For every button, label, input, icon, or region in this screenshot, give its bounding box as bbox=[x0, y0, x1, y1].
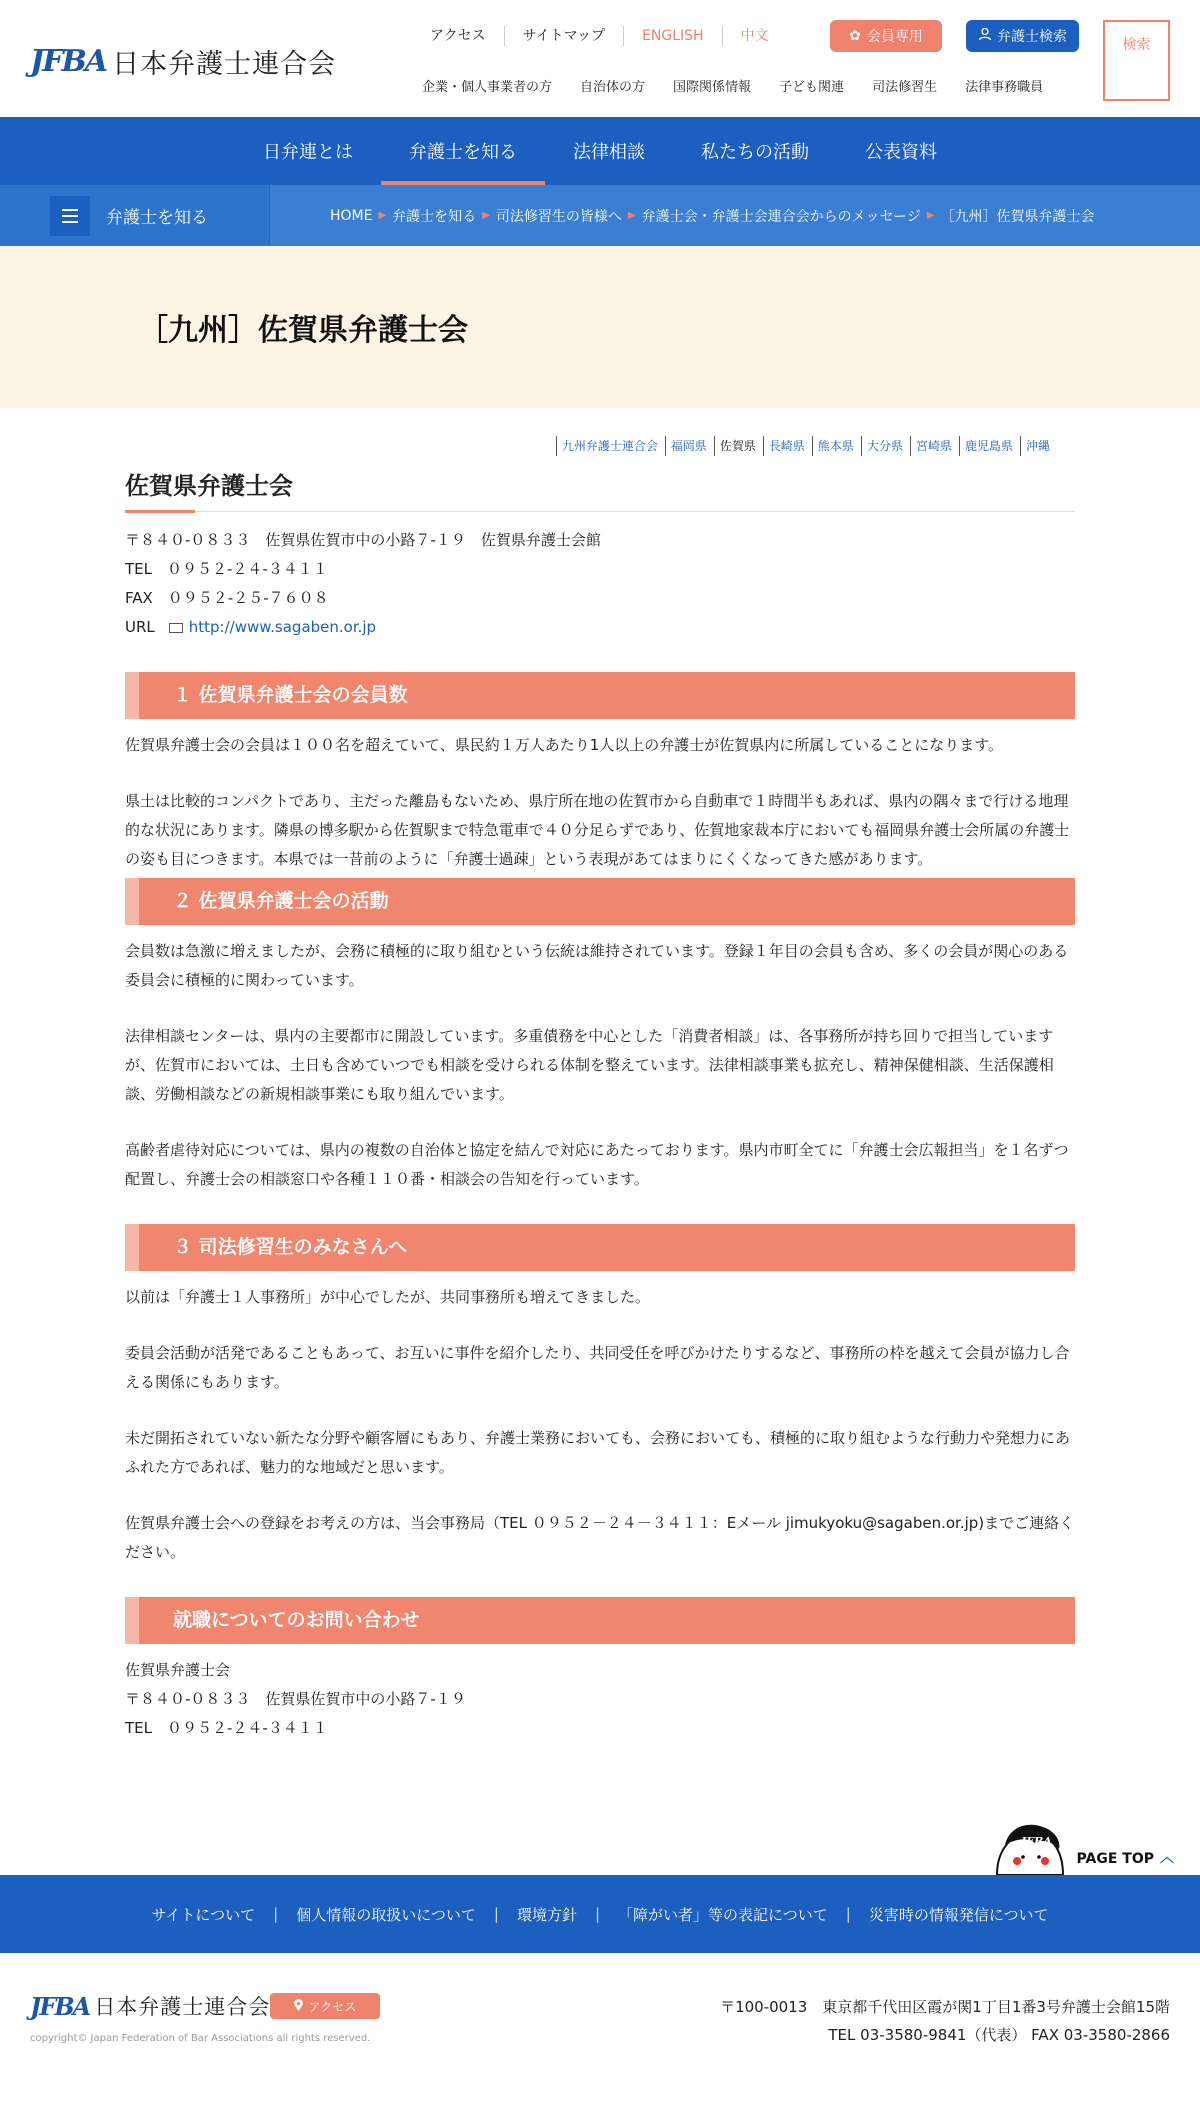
breadcrumb-separator-icon: ▶ bbox=[627, 210, 636, 221]
external-link-icon bbox=[169, 623, 183, 633]
main-nav-publications[interactable]: 公表資料 bbox=[865, 142, 937, 163]
audience-link-trainees[interactable]: 司法修習生 bbox=[872, 80, 938, 95]
section-paragraph: 未だ開拓されていない新たな分野や顧客層にもあり、弁護士業務においても、会務においても、積極的に取り組むような行動力や発想力にあふれた方であれば、魅力的な地域だと思います。 bbox=[125, 1429, 1071, 1476]
section-paragraph: 法律相談センターは、県内の主要都市に開設しています。多重債務を中心とした「消費者相談」は、各事務所が持ち回りで担当していますが、佐賀市においては、土日も含めていつでも相談を受けられる体制を整えています。法律相談事業も拡充し、精神保健相談、生活保護相談、労働相談などの新規相談事業にも取り組んでいます。 bbox=[125, 1027, 1054, 1103]
page-top-button[interactable] bbox=[987, 1819, 1174, 1875]
footer-address-line: 〒100-0013 東京都千代田区霞が関1丁目1番3号弁護士会館15階 bbox=[720, 1998, 1170, 2016]
main-nav-consultation[interactable]: 法律相談 bbox=[573, 142, 645, 163]
section-paragraph: 委員会活動が活発であることもあって、お互いに事件を紹介したり、共同受任を呼びかけたりするなど、事務所の枠を越えて会員が協力し合える関係にもあります。 bbox=[125, 1344, 1070, 1391]
pref-link-saga: 佐賀県 bbox=[714, 436, 761, 456]
footer-separator: | bbox=[845, 1905, 851, 1923]
audience-link-clerks[interactable]: 法律事務職員 bbox=[965, 80, 1044, 95]
association-title: 佐賀県弁護士会 bbox=[125, 466, 1075, 512]
section-title: 弁護士を知る bbox=[106, 208, 208, 228]
logo-text: 日本弁護士連合会 bbox=[112, 49, 337, 80]
footer-access-label: アクセス bbox=[308, 1999, 357, 2014]
section-paragraph: 高齢者虐待対応については、県内の複数の自治体と協定を結んで対応にあたっております。県内市町全てに「弁護士会広報担当」を１名ずつ配置し、弁護士会の相談窓口や各種１１０番・相談会の告知を行っています。 bbox=[125, 1141, 1069, 1188]
pref-link-kumamoto[interactable]: 熊本県 bbox=[812, 436, 859, 456]
contact-address: 〒８４０-０８３３ 佐賀県佐賀市中の小路７-１９ bbox=[125, 1690, 466, 1708]
main-nav-about[interactable]: 日弁連とは bbox=[263, 142, 353, 163]
section-heading-activities: ２ 佐賀県弁護士会の活動 bbox=[125, 878, 1075, 925]
breadcrumb-current: ［九州］佐賀県弁護士会 bbox=[940, 208, 1095, 225]
util-link-access[interactable]: アクセス bbox=[412, 26, 505, 46]
prefecture-links bbox=[125, 436, 1075, 456]
section-paragraph: 以前は「弁護士１人事務所」が中心でしたが、共同事務所も増えてきました。 bbox=[125, 1288, 651, 1306]
footer-link-privacy[interactable]: 個人情報の取扱いについて bbox=[296, 1905, 476, 1924]
mascot-icon bbox=[987, 1819, 1071, 1875]
audience-link-international[interactable]: 国際関係情報 bbox=[673, 80, 752, 95]
pref-link-nagasaki[interactable]: 長崎県 bbox=[763, 436, 810, 456]
page-top-label: PAGE TOP bbox=[1076, 1851, 1154, 1867]
section-heading-trainees: ３ 司法修習生のみなさんへ bbox=[125, 1224, 1075, 1271]
location-pin-icon bbox=[294, 1999, 303, 2014]
footer-contact-line: TEL 03-3580-9841（代表） FAX 03-3580-2866 bbox=[828, 2026, 1170, 2044]
section-paragraph: 佐賀県弁護士会への登録をお考えの方は、当会事務局（TEL ０９５２－２４－３４１１：Eメール jimukyoku@sagaben.or.jp)までご連絡ください。 bbox=[125, 1514, 1075, 1561]
person-icon bbox=[978, 27, 992, 45]
logo-mark: JFBA bbox=[30, 44, 107, 79]
pref-link-miyazaki[interactable]: 宮崎県 bbox=[910, 436, 957, 456]
footer-access-button[interactable] bbox=[270, 1993, 380, 2019]
svg-text:JFBA: JFBA bbox=[1020, 1835, 1052, 1848]
lawyer-search-button[interactable] bbox=[966, 20, 1079, 52]
contact-tel: TEL ０９５２-２４-３４１１ bbox=[125, 1719, 328, 1737]
footer-link-about-site[interactable]: サイトについて bbox=[151, 1905, 256, 1924]
site-header bbox=[0, 0, 1200, 117]
util-link-english[interactable]: ENGLISH bbox=[624, 26, 723, 46]
main-nav-activities[interactable]: 私たちの活動 bbox=[701, 142, 809, 163]
page-top-area bbox=[0, 1743, 1200, 1875]
site-logo[interactable] bbox=[30, 42, 336, 81]
footer-separator: | bbox=[273, 1905, 279, 1923]
audience-link-municipality[interactable]: 自治体の方 bbox=[580, 80, 646, 95]
utility-links bbox=[412, 26, 787, 46]
info-address: 〒８４０-０８３３ 佐賀県佐賀市中の小路７-１９ 佐賀県弁護士会館 bbox=[125, 531, 601, 549]
audience-link-children[interactable]: 子ども関連 bbox=[779, 80, 845, 95]
info-url-row bbox=[125, 613, 1075, 642]
util-link-sitemap[interactable]: サイトマップ bbox=[505, 26, 624, 46]
main-content bbox=[125, 408, 1075, 1743]
main-nav bbox=[0, 117, 1200, 185]
contact-name: 佐賀県弁護士会 bbox=[125, 1661, 231, 1679]
breadcrumb-separator-icon: ▶ bbox=[482, 210, 490, 221]
section-paragraph: 会員数は急激に増えましたが、会務に積極的に取り組むという伝統は維持されています。登録１年目の会員も含め、多くの会員が関心のある委員会に積極的に関わっています。 bbox=[125, 942, 1069, 989]
footer-link-environment[interactable]: 環境方針 bbox=[516, 1905, 577, 1924]
breadcrumb-home[interactable]: HOME bbox=[330, 207, 373, 224]
pref-link-kyushu[interactable]: 九州弁護士連合会 bbox=[556, 436, 663, 456]
member-only-label: 会員専用 bbox=[866, 29, 923, 45]
footer-logo[interactable] bbox=[30, 1991, 270, 2021]
page-title-area bbox=[0, 246, 1200, 408]
footer-separator: | bbox=[493, 1905, 499, 1923]
footer-address bbox=[720, 1993, 1170, 2049]
audience-link-business[interactable]: 企業・個人事業者の方 bbox=[422, 80, 553, 95]
util-link-chinese[interactable]: 中文 bbox=[740, 28, 769, 44]
footer-link-notation[interactable]: 「障がい者」等の表記について bbox=[618, 1905, 828, 1924]
section-menu[interactable] bbox=[0, 185, 270, 246]
info-url-label: URL bbox=[125, 618, 155, 636]
main-nav-know-lawyers[interactable]: 弁護士を知る bbox=[381, 117, 545, 185]
breadcrumb-separator-icon: ▶ bbox=[378, 210, 387, 221]
audience-nav bbox=[408, 76, 1057, 95]
breadcrumb-trainees[interactable]: 司法修習生の皆様へ bbox=[495, 208, 622, 225]
pref-link-fukuoka[interactable]: 福岡県 bbox=[665, 436, 712, 456]
association-info bbox=[125, 526, 1075, 642]
info-tel: TEL ０９５２-２４-３４１１ bbox=[125, 560, 328, 578]
footer-separator: | bbox=[594, 1905, 601, 1923]
footer-logo-mark: JFBA bbox=[30, 1991, 90, 2021]
footer-nav bbox=[0, 1875, 1200, 1953]
pref-link-kagoshima[interactable]: 鹿児島県 bbox=[959, 436, 1018, 456]
section-paragraph: 県土は比較的コンパクトであり、主だった離島もないため、県庁所在地の佐賀市から自動車で１時間半もあれば、県内の隅々まで行ける地理的な状況にあります。隣県の博多駅から佐賀駅まで特急電車で４０分足らずであり、佐賀地家裁本庁においても福岡県弁護士会所属の弁護士の姿も目につきます。本県では一昔前のように「弁護士過疎」という表現があてはまりにくくなってきた感があります。 bbox=[125, 792, 1070, 868]
breadcrumb bbox=[270, 206, 1094, 226]
lawyer-search-label: 弁護士検索 bbox=[997, 29, 1067, 45]
section-heading-members: １ 佐賀県弁護士会の会員数 bbox=[125, 672, 1075, 719]
footer-logo-text: 日本弁護士連合会 bbox=[94, 1995, 271, 2019]
breadcrumb-messages[interactable]: 弁護士会・弁護士会連合会からのメッセージ bbox=[641, 208, 921, 225]
footer-link-disaster[interactable]: 災害時の情報発信について bbox=[868, 1905, 1049, 1924]
member-only-button[interactable] bbox=[830, 20, 942, 52]
footer-bottom bbox=[0, 1953, 1200, 2068]
breadcrumb-separator-icon: ▶ bbox=[926, 210, 935, 221]
pref-link-okinawa[interactable]: 沖縄 bbox=[1020, 436, 1055, 456]
search-button[interactable]: 検索 bbox=[1103, 20, 1170, 101]
info-fax: FAX ０９５２-２５-７６０８ bbox=[125, 589, 329, 607]
page-title: ［九州］佐賀県弁護士会 bbox=[138, 313, 468, 348]
pref-link-oita[interactable]: 大分県 bbox=[861, 436, 908, 456]
section-heading-employment: 就職についてのお問い合わせ bbox=[125, 1597, 1075, 1644]
section-paragraph: 佐賀県弁護士会の会員は１００名を超えていて、県民約１万人あたり1人以上の弁護士が佐賀県内に所属していることになります。 bbox=[125, 736, 1004, 754]
copyright: copyright© Japan Federation of Bar Associations all rights reserved. bbox=[30, 2033, 371, 2044]
breadcrumb-know-lawyers[interactable]: 弁護士を知る bbox=[392, 208, 477, 225]
hamburger-menu-icon[interactable] bbox=[50, 196, 90, 236]
association-url-link[interactable]: http://www.sagaben.or.jp bbox=[188, 618, 377, 636]
chevron-up-icon: ︿ bbox=[1160, 1850, 1174, 1866]
section-bar bbox=[0, 185, 1200, 246]
gear-icon: ✿ bbox=[849, 28, 861, 44]
